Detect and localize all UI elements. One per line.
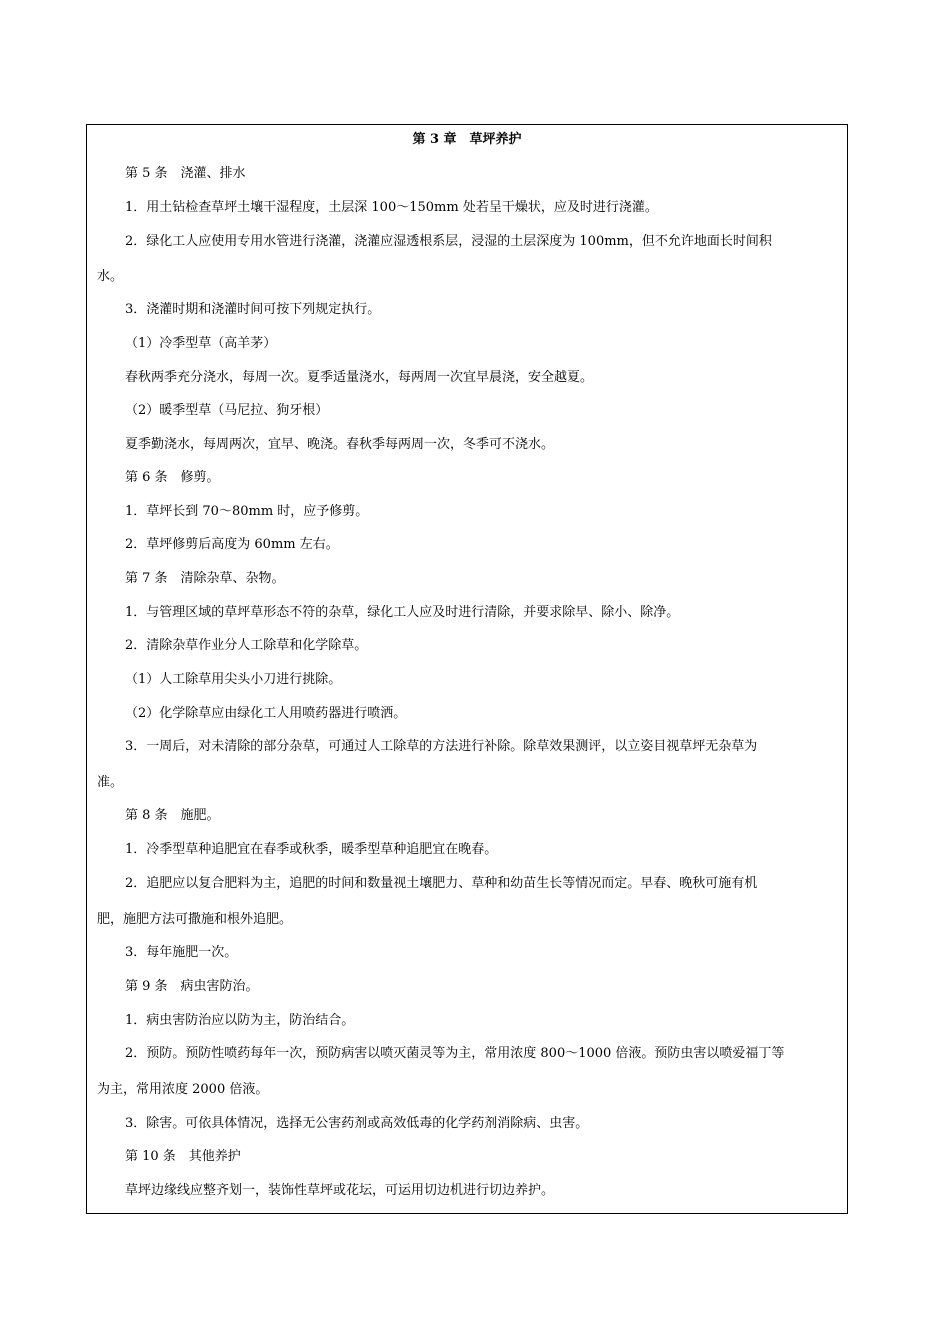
paragraph-line: 肥，施肥方法可撒施和根外追肥。 [97, 912, 293, 927]
chapter-title: 第 3 章 草坪养护 [412, 132, 522, 147]
section-heading: 第 6 条 修剪。 [125, 470, 220, 485]
paragraph-line: 2．草坪修剪后高度为 60mm 左右。 [125, 537, 339, 552]
paragraph-line: 2．清除杂草作业分人工除草和化学除草。 [125, 638, 368, 653]
section-heading: 第 9 条 病虫害防治。 [125, 979, 259, 994]
paragraph-line: （1）人工除草用尖头小刀进行挑除。 [125, 672, 342, 687]
paragraph-line: 准。 [97, 775, 124, 790]
paragraph-line: 1．病虫害防治应以防为主，防治结合。 [125, 1013, 355, 1028]
paragraph-line: 2．预防。预防性喷药每年一次，预防病害以喷灭菌灵等为主，常用浓度 800～1000 倍液。预防虫害以喷爱福丁等 [125, 1046, 785, 1061]
paragraph-line: 1．草坪长到 70～80mm 时，应予修剪。 [125, 504, 369, 519]
paragraph-line: 春秋两季充分浇水，每周一次。夏季适量浇水，每两周一次宜早晨浇，安全越夏。 [125, 370, 594, 385]
section-heading: 第 10 条 其他养护 [125, 1149, 241, 1164]
paragraph-line: 夏季勤浇水，每周两次，宜早、晚浇。春秋季每两周一次，冬季可不浇水。 [125, 437, 555, 452]
section-heading: 第 7 条 清除杂草、杂物。 [125, 571, 285, 586]
paragraph-line: 1．与管理区域的草坪草形态不符的杂草，绿化工人应及时进行清除，并要求除早、除小、除净。 [125, 605, 680, 620]
paragraph-line: 2．追肥应以复合肥料为主，追肥的时间和数量视土壤肥力、草种和幼苗生长等情况而定。早春、晚秋可施有机 [125, 876, 758, 891]
paragraph-line: （2）化学除草应由绿化工人用喷药器进行喷洒。 [125, 706, 407, 721]
paragraph-line: 1．用土钻检查草坪土壤干湿程度，土层深 100～150mm 处若呈干燥状，应及时进行浇灌。 [125, 200, 658, 215]
paragraph-line: （1）冷季型草（高羊茅） [125, 336, 277, 351]
paragraph-line: 1．冷季型草种追肥宜在春季或秋季，暖季型草种追肥宜在晚春。 [125, 842, 498, 857]
paragraph-line: 3．一周后，对未清除的部分杂草，可通过人工除草的方法进行补除。除草效果测评，以立姿目视草坪无杂草为 [125, 739, 758, 754]
section-heading: 第 5 条 浇灌、排水 [125, 166, 246, 181]
paragraph-line: 草坪边缘线应整齐划一，装饰性草坪或花坛，可运用切边机进行切边养护。 [125, 1183, 555, 1198]
paragraph-line: 3．浇灌时期和浇灌时间可按下列规定执行。 [125, 302, 381, 317]
paragraph-line: 3．每年施肥一次。 [125, 945, 238, 960]
document-frame [86, 124, 848, 1214]
paragraph-line: 2．绿化工人应使用专用水管进行浇灌，浇灌应湿透根系层，浸湿的土层深度为 100mm，但不允许地面长时间积 [125, 234, 772, 249]
paragraph-line: 为主，常用浓度 2000 倍液。 [97, 1082, 269, 1097]
paragraph-line: （2）暖季型草（马尼拉、狗牙根） [125, 403, 329, 418]
section-heading: 第 8 条 施肥。 [125, 808, 220, 823]
paragraph-line: 3．除害。可依具体情况，选择无公害药剂或高效低毒的化学药剂消除病、虫害。 [125, 1116, 589, 1131]
paragraph-line: 水。 [97, 269, 124, 284]
